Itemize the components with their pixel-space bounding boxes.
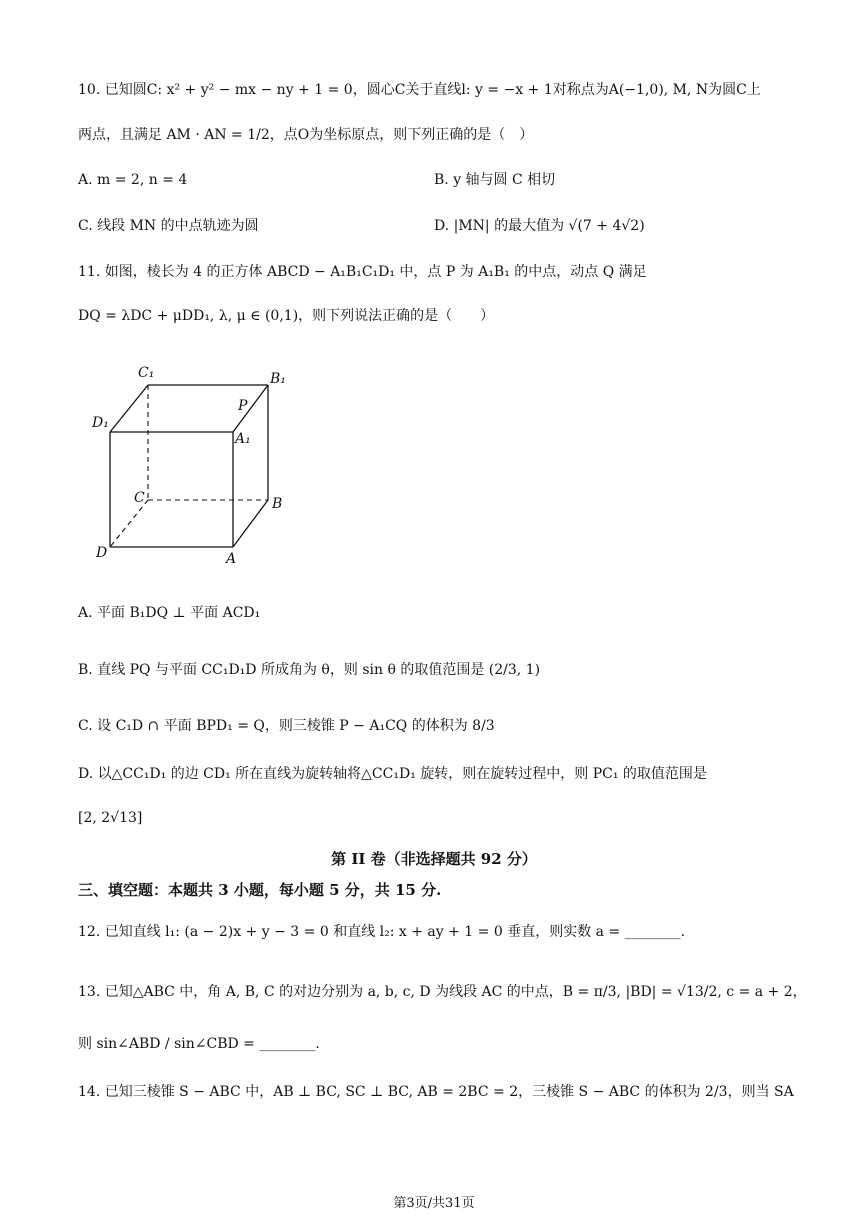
label-a: A xyxy=(226,551,237,567)
q10-stem-line2: 两点，且满足 AM · AN = 1/2，点O为坐标原点，则下列正确的是（ ） xyxy=(78,127,534,143)
q11-option-b: B. 直线 PQ 与平面 CC₁D₁D 所成角为 θ，则 sin θ 的取值范围是 (2/3, 1) xyxy=(78,662,541,678)
label-p: P xyxy=(238,398,248,414)
q13-line2: 则 sin∠ABD / sin∠CBD = ________. xyxy=(78,1036,320,1052)
edge-d1-c1 xyxy=(110,385,148,432)
q10-option-a: A. m = 2, n = 4 xyxy=(78,172,188,188)
label-d1: D₁ xyxy=(92,415,109,431)
q10-stem-line1: 10. 已知圆C: x² + y² − mx − ny + 1 = 0，圆心C关于直线l: y = −x + 1对称点为A(−1,0), M, N为圆C上 xyxy=(78,82,761,98)
q11-option-d-line1: D. 以△CC₁D₁ 的边 CD₁ 所在直线为旋转轴将△CC₁D₁ 旋转，则在旋转过程中，则 PC₁ 的取值范围是 xyxy=(78,766,707,782)
label-d: D xyxy=(96,545,108,561)
q10-option-d: D. |MN| 的最大值为 √(7 + 4√2) xyxy=(434,218,645,234)
q13-line1: 13. 已知△ABC 中，角 A, B, C 的对边分别为 a, b, c, D 为线段 AC 的中点，B = π/3, |BD| = √13/2, c = a + 2， xyxy=(78,984,807,1000)
label-c: C xyxy=(134,490,145,506)
q10-option-c: C. 线段 MN 的中点轨迹为圆 xyxy=(78,218,259,234)
label-b1: B₁ xyxy=(270,371,286,387)
page-footer: 第3页/共31页 xyxy=(393,1196,475,1211)
edge-a-b xyxy=(233,500,268,547)
q11-stem-line1: 11. 如图，棱长为 4 的正方体 ABCD − A₁B₁C₁D₁ 中，点 P 为 A₁B₁ 的中点，动点 Q 满足 xyxy=(78,264,647,280)
cube-figure xyxy=(80,355,310,580)
section-heading: 三、填空题：本题共 3 小题，每小题 5 分，共 15 分. xyxy=(78,881,442,899)
label-c1: C₁ xyxy=(138,365,155,381)
label-b: B xyxy=(272,496,283,512)
q11-option-c: C. 设 C₁D ∩ 平面 BPD₁ = Q，则三棱锥 P − A₁CQ 的体积为 8/3 xyxy=(78,718,495,734)
label-a1: A₁ xyxy=(235,431,251,447)
q12-text: 12. 已知直线 l₁: (a − 2)x + y − 3 = 0 和直线 l₂: x + ay + 1 = 0 垂直，则实数 a = ________. xyxy=(78,924,686,940)
q11-stem-line2: DQ = λDC + μDD₁, λ, μ ∈ (0,1)，则下列说法正确的是（ ） xyxy=(78,308,495,324)
q14-text: 14. 已知三棱锥 S − ABC 中，AB ⊥ BC, SC ⊥ BC, AB = 2BC = 2，三棱锥 S − ABC 的体积为 2/3，则当 SA xyxy=(78,1084,794,1100)
section-title: 第 II 卷（非选择题共 92 分） xyxy=(331,850,537,868)
hidden-edge-c-d xyxy=(110,500,148,547)
q11-option-d-line2: [2, 2√13] xyxy=(78,810,143,826)
q11-option-a: A. 平面 B₁DQ ⊥ 平面 ACD₁ xyxy=(78,605,261,621)
q10-option-b: B. y 轴与圆 C 相切 xyxy=(434,172,556,188)
